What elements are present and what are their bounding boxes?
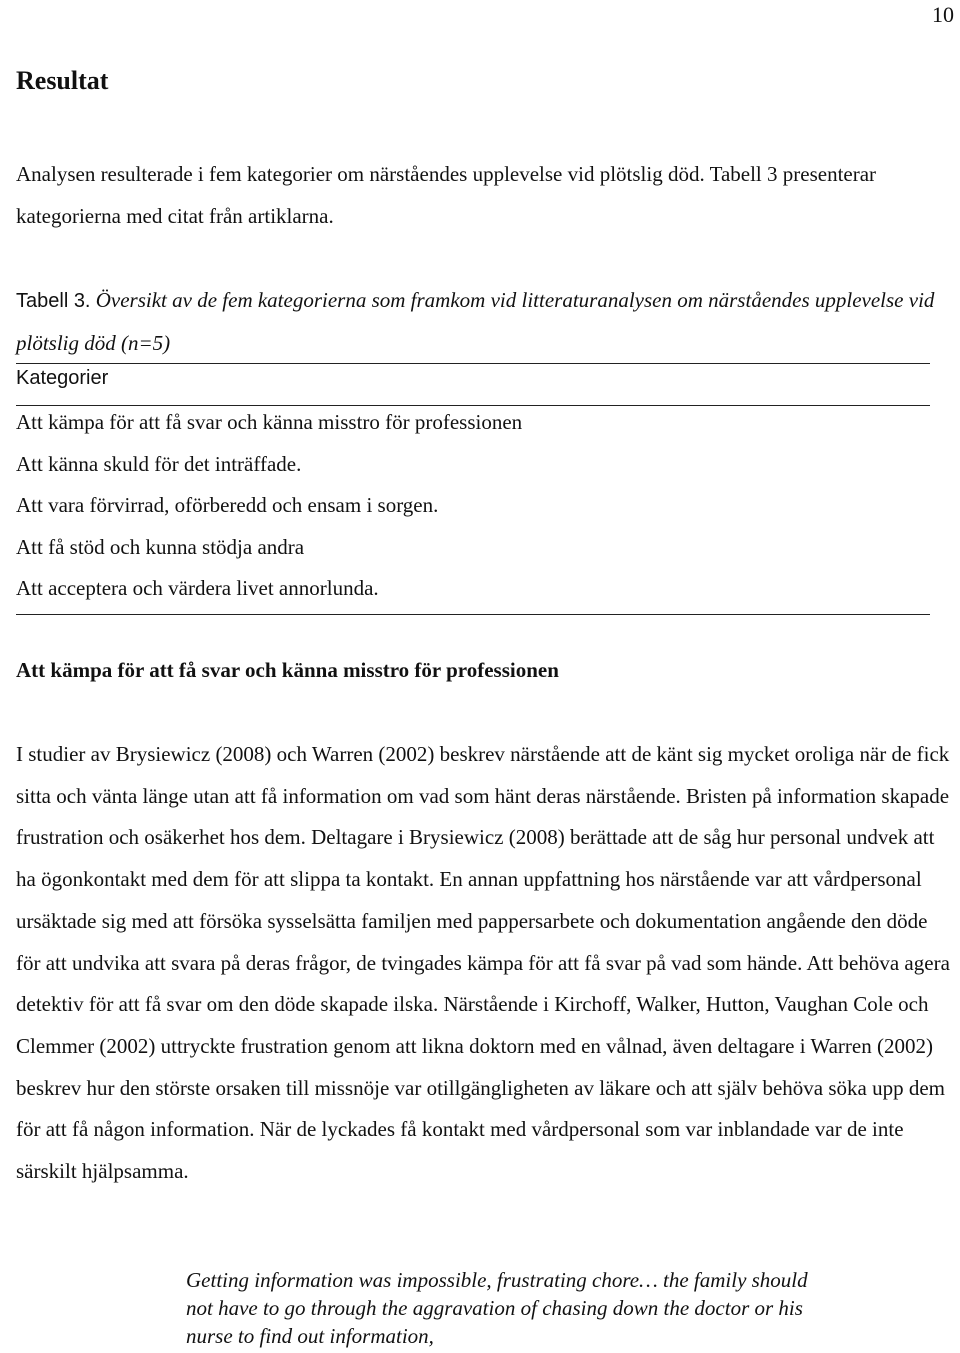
body-paragraph: I studier av Brysiewicz (2008) och Warren (2002) beskrev närstående att de känt sig mycket oroliga när de fick sitta och vänta länge utan att få information om vad som hänt deras närstående. Bristen på information skapade frustration och osäkerhet hos dem. Deltagare i Brysiewicz (2008) berättade att de såg hur personal undvek att ha ögonkontakt med dem för att slippa ta kontakt. En annan uppfattning hos närstående var att vårdpersonal ursäktade sig med att försöka sysselsätta familjen med pappersarbete och dokumentation angående den döde för att undvika att svara på deras frågor, de tvingades kämpa för att få svar på vad som hände. Att behöva agera detektiv för att få svar om den döde skapade ilska. Närstående i Kirchoff, Walker, Hutton, Vaughan Cole och Clemmer (2002) uttryckte frustration genom att likna doktorn med en vålnad, även deltagare i Warren (2002) beskrev hur den störste orsaken till missnöje var otillgängligheten av läkare och att själv behöva söka upp dem för att få någon information. När de lyckades få kontakt med vårdpersonal som var inblandade var de inte särskilt hjälpsamma. [16, 742, 950, 1184]
subsection-heading: Att kämpa för att få svar och känna misstro för professionen [16, 658, 559, 682]
table-caption-text: Översikt av de fem kategorierna som framkom vid litteraturanalysen om närståendes upplevelse vid plötslig död (n=5) [16, 288, 935, 355]
table-top-rule [16, 363, 930, 364]
table-caption-label: Tabell 3. [16, 290, 91, 312]
category-item: Att acceptera och värdera livet annorlunda. [16, 576, 379, 600]
section-title: Resultat [16, 66, 109, 95]
table-bottom-rule [16, 614, 930, 615]
table-caption [16, 279, 946, 364]
block-quote: Getting information was impossible, frustrating chore… the family should not have to go through the aggravation of chasing down the doctor or his nurse to find out information, [186, 1268, 808, 1348]
category-item: Att känna skuld för det inträffade. [16, 451, 302, 476]
category-list [16, 402, 522, 610]
table-header: Kategorier [16, 367, 109, 389]
page-number: 10 [932, 2, 954, 27]
intro-paragraph: Analysen resulterade i fem kategorier om närståendes upplevelse vid plötslig död. Tabell 3 presenterar kategorierna med citat från artiklarna. [16, 162, 877, 228]
category-item: Att vara förvirrad, oförberedd och ensam i sorgen. [16, 493, 439, 517]
category-item: Att få stöd och kunna stödja andra [16, 534, 305, 559]
category-item: Att kämpa för att få svar och känna misstro för professionen [16, 410, 523, 434]
